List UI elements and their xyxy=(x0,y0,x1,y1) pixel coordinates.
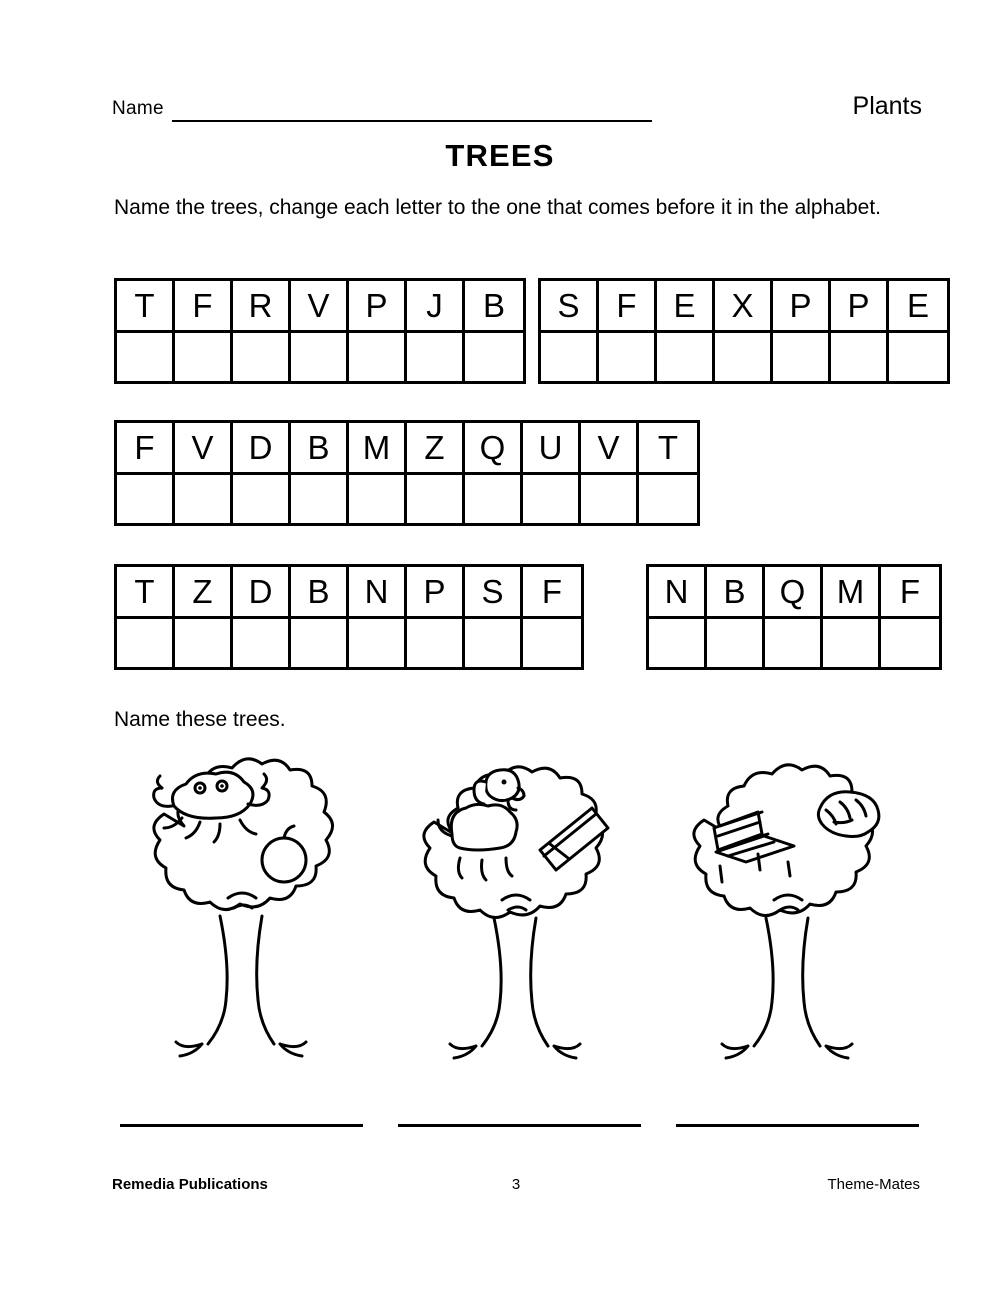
letter-cell: Q xyxy=(465,423,523,475)
tree-illustration-dog-board xyxy=(394,748,644,1078)
letter-row xyxy=(117,281,523,333)
letter-row xyxy=(117,423,697,475)
letter-cell: B xyxy=(291,423,349,475)
answer-cell[interactable] xyxy=(765,619,823,667)
answer-row xyxy=(541,333,947,381)
answer-cell[interactable] xyxy=(541,333,599,381)
answer-cell[interactable] xyxy=(117,475,175,523)
answer-cell[interactable] xyxy=(465,333,523,381)
letter-cell: R xyxy=(233,281,291,333)
tree-answer-line-2[interactable] xyxy=(398,1124,641,1127)
letter-cell: D xyxy=(233,423,291,475)
tree-answer-lines xyxy=(108,1124,920,1130)
answer-cell[interactable] xyxy=(707,619,765,667)
answer-cell[interactable] xyxy=(291,475,349,523)
letter-row xyxy=(649,567,939,619)
letter-cell: E xyxy=(657,281,715,333)
tree-illustrations xyxy=(108,748,908,1078)
worksheet-footer xyxy=(112,1176,920,1193)
answer-cell[interactable] xyxy=(349,475,407,523)
answer-cell[interactable] xyxy=(175,333,233,381)
answer-cell[interactable] xyxy=(773,333,831,381)
answer-cell[interactable] xyxy=(291,333,349,381)
answer-cell[interactable] xyxy=(233,333,291,381)
letter-cell: T xyxy=(117,567,175,619)
answer-cell[interactable] xyxy=(175,475,233,523)
answer-row xyxy=(117,619,581,667)
answer-cell[interactable] xyxy=(639,475,697,523)
letter-cell: F xyxy=(599,281,657,333)
letter-cell: F xyxy=(117,423,175,475)
letter-cell: S xyxy=(465,567,523,619)
answer-cell[interactable] xyxy=(889,333,947,381)
letter-cell: D xyxy=(233,567,291,619)
letter-cell: F xyxy=(881,567,939,619)
letter-cell: S xyxy=(541,281,599,333)
answer-cell[interactable] xyxy=(465,475,523,523)
publisher-label: Remedia Publications xyxy=(112,1176,268,1193)
letter-cell: P xyxy=(831,281,889,333)
bench-nut-tree-icon xyxy=(670,748,920,1078)
letter-cell: P xyxy=(349,281,407,333)
letter-cell: P xyxy=(407,567,465,619)
letter-cell: P xyxy=(773,281,831,333)
answer-cell[interactable] xyxy=(175,619,233,667)
letter-row xyxy=(541,281,947,333)
instructions-text: Name the trees, change each letter to the one that comes before it in the alphabet. xyxy=(114,196,881,219)
unit-label: Plants xyxy=(852,92,922,120)
page-number: 3 xyxy=(511,1176,521,1193)
answer-cell[interactable] xyxy=(649,619,707,667)
letter-cell: V xyxy=(581,423,639,475)
answer-cell[interactable] xyxy=(407,333,465,381)
letter-cell: M xyxy=(349,423,407,475)
letter-cell: X xyxy=(715,281,773,333)
answer-cell[interactable] xyxy=(117,333,175,381)
answer-cell[interactable] xyxy=(599,333,657,381)
answer-row xyxy=(117,333,523,381)
answer-cell[interactable] xyxy=(523,619,581,667)
letter-cell: N xyxy=(349,567,407,619)
letter-cell: N xyxy=(649,567,707,619)
worksheet-header xyxy=(112,92,922,122)
tree-answer-line-3[interactable] xyxy=(676,1124,919,1127)
answer-cell[interactable] xyxy=(657,333,715,381)
letter-grid-5 xyxy=(646,564,942,670)
answer-cell[interactable] xyxy=(465,619,523,667)
answer-cell[interactable] xyxy=(715,333,773,381)
letter-cell: B xyxy=(707,567,765,619)
page-title: TREES xyxy=(445,138,555,173)
answer-cell[interactable] xyxy=(349,333,407,381)
tree-answer-line-1[interactable] xyxy=(120,1124,363,1127)
letter-grid-4 xyxy=(114,564,584,670)
answer-cell[interactable] xyxy=(117,619,175,667)
answer-cell[interactable] xyxy=(291,619,349,667)
letter-cell: Z xyxy=(175,567,233,619)
letter-cell: B xyxy=(465,281,523,333)
letter-grid-2 xyxy=(538,278,950,384)
letter-cell: V xyxy=(175,423,233,475)
sub-instructions-text: Name these trees. xyxy=(114,708,286,731)
letter-cell: F xyxy=(175,281,233,333)
answer-cell[interactable] xyxy=(407,475,465,523)
letter-cell: Q xyxy=(765,567,823,619)
name-label: Name xyxy=(112,98,164,119)
tree-illustration-crab-apple xyxy=(116,748,366,1078)
answer-cell[interactable] xyxy=(831,333,889,381)
answer-cell[interactable] xyxy=(349,619,407,667)
letter-cell: F xyxy=(523,567,581,619)
answer-cell[interactable] xyxy=(581,475,639,523)
letter-cell: T xyxy=(639,423,697,475)
letter-cell: M xyxy=(823,567,881,619)
dog-board-tree-icon xyxy=(394,748,644,1078)
answer-cell[interactable] xyxy=(881,619,939,667)
letter-row xyxy=(117,567,581,619)
answer-row xyxy=(117,475,697,523)
letter-cell: B xyxy=(291,567,349,619)
letter-cell: V xyxy=(291,281,349,333)
answer-row xyxy=(649,619,939,667)
letter-cell: U xyxy=(523,423,581,475)
letter-grid-3 xyxy=(114,420,700,526)
answer-cell[interactable] xyxy=(823,619,881,667)
answer-cell[interactable] xyxy=(233,475,291,523)
answer-cell[interactable] xyxy=(523,475,581,523)
letter-cell: E xyxy=(889,281,947,333)
letter-grid-1 xyxy=(114,278,526,384)
tree-illustration-bench-nut xyxy=(670,748,920,1078)
letter-cell: T xyxy=(117,281,175,333)
letter-cell: J xyxy=(407,281,465,333)
series-label: Theme-Mates xyxy=(827,1176,920,1193)
name-write-in-line[interactable] xyxy=(172,100,652,122)
letter-cell: Z xyxy=(407,423,465,475)
answer-cell[interactable] xyxy=(407,619,465,667)
answer-cell[interactable] xyxy=(233,619,291,667)
crab-apple-tree-icon xyxy=(116,748,366,1078)
